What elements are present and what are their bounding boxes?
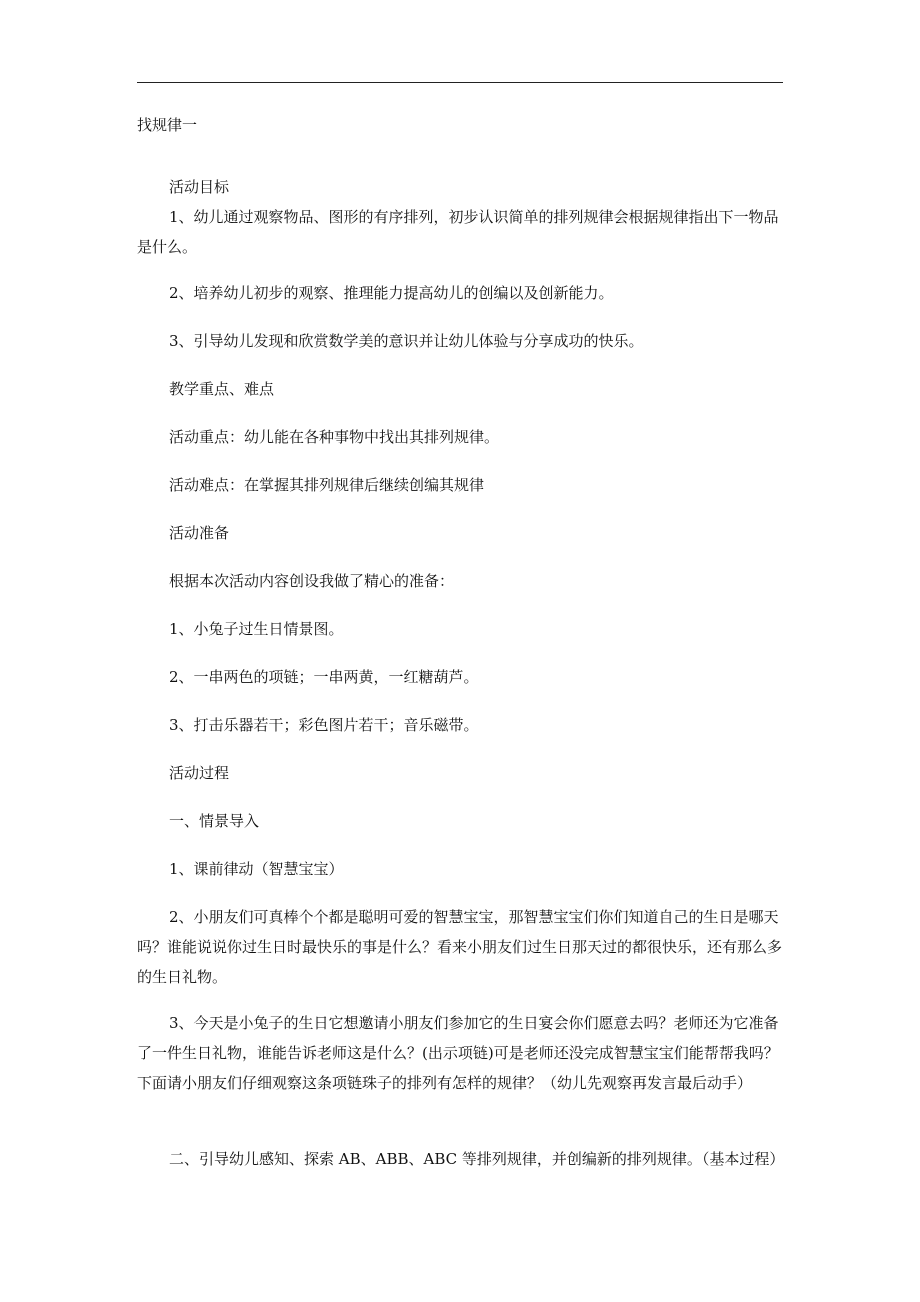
key-point: 活动重点：幼儿能在各种事物中找出其排列规律。 xyxy=(169,428,500,446)
header-rule xyxy=(137,82,783,83)
heading-preparation: 活动准备 xyxy=(169,524,230,542)
goal-item-2: 2、培养幼儿初步的观察、推理能力提高幼儿的创编以及创新能力。 xyxy=(169,284,614,302)
preparation-item-1: 1、小兔子过生日情景图。 xyxy=(169,620,344,638)
process-step-3: 3、今天是小兔子的生日它想邀请小朋友们参加它的生日宴会你们愿意去吗？老师还为它准备了一件生日礼物，谁能告诉老师这是什么？(出示项链)可是老师还没完成智慧宝宝们能帮帮我吗？下面请小朋友们仔细观察这条项链珠子的排列有怎样的规律？（幼儿先观察再发言最后动手） xyxy=(137,1014,779,1092)
heading-activity-goals: 活动目标 xyxy=(169,178,230,196)
process-step-1: 1、课前律动（智慧宝宝） xyxy=(169,860,344,878)
goal-item-1: 1、幼儿通过观察物品、图形的有序排列，初步认识简单的排列规律会根据规律指出下一物品是什么。 xyxy=(137,208,779,256)
process-section-1: 一、情景导入 xyxy=(169,812,260,830)
process-step-2: 2、小朋友们可真棒个个都是聪明可爱的智慧宝宝，那智慧宝宝们你们知道自己的生日是哪天吗？谁能说说你过生日时最快乐的事是什么？看来小朋友们过生日那天过的都很快乐，还有那么多的生日礼物。 xyxy=(137,908,783,986)
preparation-item-2: 2、一串两色的项链；一串两黄，一红糖葫芦。 xyxy=(169,668,479,686)
preparation-intro: 根据本次活动内容创设我做了精心的准备： xyxy=(169,572,455,590)
difficult-point: 活动难点：在掌握其排列规律后继续创编其规律 xyxy=(169,476,485,494)
preparation-item-3: 3、打击乐器若干；彩色图片若干；音乐磁带。 xyxy=(169,716,479,734)
goal-item-3: 3、引导幼儿发现和欣赏数学美的意识并让幼儿体验与分享成功的快乐。 xyxy=(169,332,644,350)
process-section-2: 二、引导幼儿感知、探索 AB、ABB、ABC 等排列规律，并创编新的排列规律。（基本过程） xyxy=(169,1150,785,1168)
heading-process: 活动过程 xyxy=(169,764,230,782)
heading-key-points: 教学重点、难点 xyxy=(169,380,275,398)
document-title: 找规律一 xyxy=(137,116,198,134)
